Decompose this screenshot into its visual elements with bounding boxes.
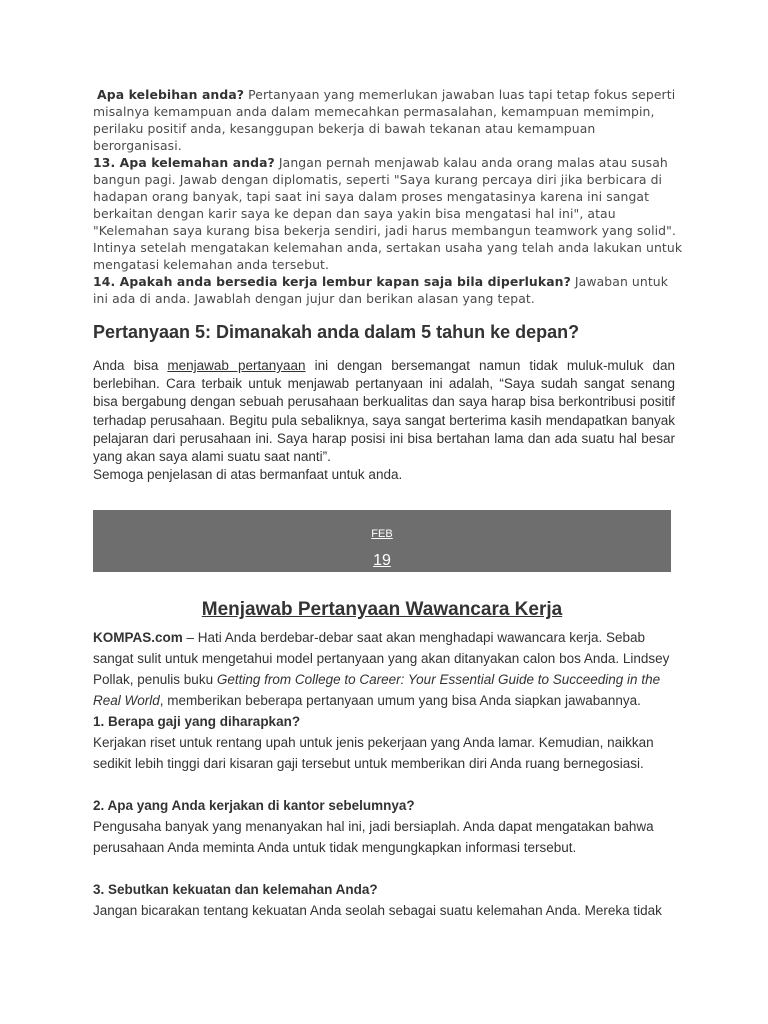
question-14-label: 14. Apakah anda bersedia kerja lembur kapan saja bila diperlukan? [93, 274, 571, 289]
article-source: KOMPAS.com [93, 630, 183, 645]
question-13-label: 13. Apa kelemahan anda? [93, 155, 275, 170]
article-q3-label: 3. Sebutkan kekuatan dan kelemahan Anda? [93, 882, 378, 897]
article-q1-label: 1. Berapa gaji yang diharapkan? [93, 714, 301, 729]
date-month-link[interactable]: FEB [371, 528, 393, 540]
article-intro-b: , memberikan beberapa pertanyaan umum yang bisa Anda siapkan jawabannya. [159, 693, 641, 708]
question-14 [93, 273, 683, 307]
answer-link[interactable]: menjawab pertanyaan [167, 358, 306, 373]
article-q2-label: 2. Apa yang Anda kerjakan di kantor sebelumnya? [93, 798, 415, 813]
five-year-answer-section [93, 357, 675, 484]
answer-intro: Anda bisa [93, 358, 168, 373]
book-title: Getting from College to Career: Your Essential Guide to Succeeding in the Real World [93, 672, 661, 708]
spacer [93, 858, 677, 879]
interview-tips-section [93, 86, 683, 307]
closing-text: Semoga penjelasan di atas bermanfaat untuk anda. [93, 467, 403, 483]
article-intro-a: – Hati Anda berdebar-debar saat akan menghadapi wawancara kerja. Sebab sangat sulit untuk mengetahui model pertanyaan yang akan ditanyakan calon bos Anda. Lindsey Pollak, penulis buku [93, 630, 670, 687]
article-q2-text: Pengusaha banyak yang menanyakan hal ini, jadi bersiaplah. Anda dapat mengatakan bahwa perusahaan Anda meminta Anda untuk tidak mengungkapkan informasi tersebut. [93, 819, 654, 855]
question-14-text: Jawaban untuk ini ada di anda. Jawablah dengan jujur dan berikan alasan yang tepat. [93, 274, 669, 306]
question-12-text: Pertanyaan yang memerlukan jawaban luas tapi tetap fokus seperti misalnya kemampuan anda dalam memecahkan permasalahan, kemampuan memimpin, perilaku positif anda, kesanggupan bekerja di bawah tekanan atau kemampuan berorganisasi. [93, 87, 676, 153]
section-heading: Pertanyaan 5: Dimanakah anda dalam 5 tahun ke depan? [93, 322, 580, 342]
article-intro [93, 627, 677, 711]
article-body [93, 627, 677, 921]
article-q3-text: Jangan bicarakan tentang kekuatan Anda seolah sebagai suatu kelemahan Anda. Mereka tidak [93, 903, 662, 918]
answer-body: ini dengan bersemangat namun tidak muluk-muluk dan berlebihan. Cara terbaik untuk menjawab pertanyaan ini adalah, “Saya sudah sangat senang bisa bergabung dengan sebuah perusahaan berkualitas dan saya harap bisa berkontribusi positif terhadap perusahaan. Begitu pula sebaliknya, saya sangat berterima kasih mendapatkan banyak pelajaran dari perusahaan ini. Saya harap posisi ini bisa bertahan lama dan ada suatu hal besar yang akan saya alami suatu saat nanti”. [93, 358, 676, 465]
question-12-label: Apa kelebihan anda? [97, 87, 245, 102]
date-banner [93, 510, 671, 572]
date-day-link[interactable]: 19 [373, 552, 391, 569]
article-q1-text: Kerjakan riset untuk rentang upah untuk jenis pekerjaan yang Anda lamar. Kemudian, naikkan sedikit lebih tinggi dari kisaran gaji tersebut untuk memberikan diri Anda ruang bernegosiasi. [93, 735, 654, 771]
question-12 [93, 86, 683, 154]
question-13-text: Jangan pernah menjawab kalau anda orang malas atau susah bangun pagi. Jawab dengan diplomatis, seperti "Saya kurang percaya diri jika berbicara di hadapan orang banyak, tapi saat ini saya dalam proses mengatasinya karena ini sangat berkaitan dengan karir saya ke depan dan saya yakin bisa mengatasi hal ini", atau "Kelemahan saya kurang bisa bekerja sendiri, jadi harus membangun teamwork yang solid". Intinya setelah mengatakan kelemahan anda, sertakan usaha yang telah anda lakukan untuk mengatasi kelemahan anda tersebut. [93, 155, 683, 272]
spacer [93, 774, 677, 795]
question-13 [93, 154, 683, 273]
answer-paragraph [93, 357, 675, 466]
article-title-link[interactable]: Menjawab Pertanyaan Wawancara Kerja [201, 599, 563, 620]
